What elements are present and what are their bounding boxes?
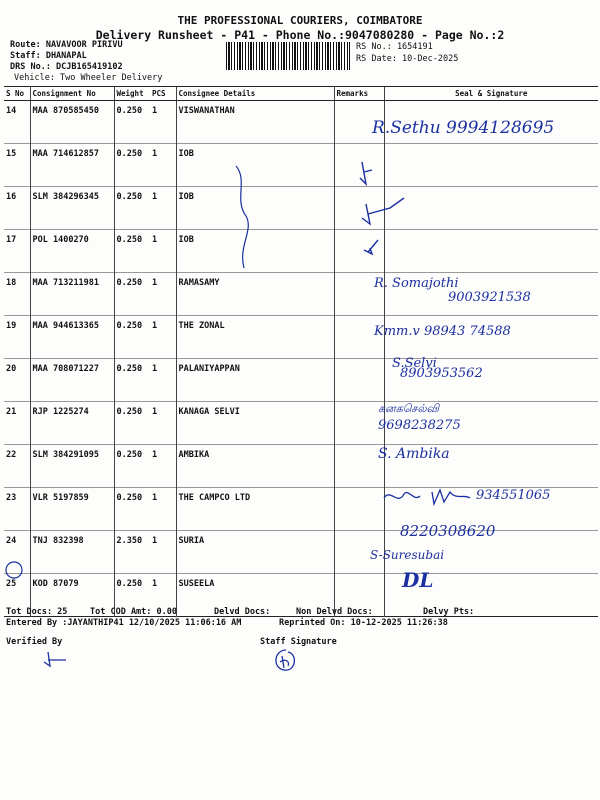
col-pcs: PCS bbox=[150, 87, 176, 101]
handwriting-row-20-name: S.Selvi bbox=[392, 356, 437, 371]
consignee-name: AMBIKA bbox=[176, 445, 334, 488]
weight: 0.250 bbox=[114, 316, 150, 359]
bracket-mark-icon bbox=[226, 160, 266, 280]
handwriting-row-20-phone: 8903953562 bbox=[400, 366, 483, 381]
pieces: 1 bbox=[152, 450, 158, 460]
consignment-number: RJP 1225274 bbox=[30, 402, 114, 445]
consignee-name: SURIA bbox=[176, 531, 334, 574]
handwriting-row-21-name: கனகசெல்வி bbox=[378, 402, 440, 415]
consignment-number: TNJ 832398 bbox=[30, 531, 114, 574]
total-cod-amount: Tot COD Amt: 0.00 bbox=[90, 607, 177, 617]
col-consignment: Consignment No bbox=[30, 87, 114, 101]
consignee-name: IOB bbox=[176, 144, 334, 187]
row-sno: 23 bbox=[6, 493, 17, 503]
row-sno: 19 bbox=[6, 321, 17, 331]
table-row bbox=[4, 230, 598, 273]
pieces: 1 bbox=[152, 235, 158, 245]
consignment-number: SLM 384291095 bbox=[30, 445, 114, 488]
handwriting-row-19: Kmm.v 98943 74588 bbox=[374, 324, 511, 339]
staff-signature-icon bbox=[268, 646, 302, 676]
remarks-cell bbox=[334, 445, 384, 488]
weight: 0.250 bbox=[114, 144, 150, 187]
row-sno: 21 bbox=[6, 407, 17, 417]
consignee-name: THE ZONAL bbox=[176, 316, 334, 359]
consignee-name: KANAGA SELVI bbox=[176, 402, 334, 445]
row-sno: 16 bbox=[6, 192, 17, 202]
handwriting-row-23: 934551065 bbox=[476, 488, 551, 503]
pieces: 1 bbox=[152, 192, 158, 202]
table-row bbox=[4, 187, 598, 230]
seal-cell bbox=[384, 144, 598, 187]
consignee-name: IOB bbox=[176, 230, 334, 273]
consignee-name: RAMASAMY bbox=[176, 273, 334, 316]
pieces: 1 bbox=[152, 579, 158, 589]
total-docs: Tot Docs: 25 bbox=[6, 607, 68, 617]
runsheet-title: Delivery Runsheet - P41 - Phone No.:9047080280 - Page No.:2 bbox=[95, 28, 505, 42]
remarks-cell bbox=[334, 488, 384, 531]
consignee-name: PALANIYAPPAN bbox=[176, 359, 334, 402]
pieces: 1 bbox=[152, 321, 158, 331]
seal-cell bbox=[384, 187, 598, 230]
table-row bbox=[4, 531, 598, 574]
remarks-cell bbox=[334, 359, 384, 402]
consignment-number: MAA 708071227 bbox=[30, 359, 114, 402]
table-row bbox=[4, 402, 598, 445]
handwriting-row-24-name: S-Suresubai bbox=[370, 548, 445, 562]
staff-label: Staff: DHANAPAL bbox=[10, 51, 87, 61]
drs-number: DRS No.: DCJB165419102 bbox=[10, 62, 123, 72]
rs-date: RS Date: 10-Dec-2025 bbox=[356, 54, 459, 64]
row-sno: 22 bbox=[6, 450, 17, 460]
weight: 2.350 bbox=[114, 531, 150, 574]
table-header bbox=[4, 87, 598, 101]
verified-by-label: Verified By bbox=[6, 637, 63, 647]
pieces: 1 bbox=[152, 364, 158, 374]
delivery-points: Delvy Pts: bbox=[423, 607, 475, 617]
pieces: 1 bbox=[152, 407, 158, 417]
initials-mark-icon bbox=[356, 158, 416, 258]
weight: 0.250 bbox=[114, 445, 150, 488]
row-sno: 15 bbox=[6, 149, 17, 159]
weight: 0.250 bbox=[114, 488, 150, 531]
consignment-number: MAA 714612857 bbox=[30, 144, 114, 187]
scribble-signature-icon bbox=[380, 484, 476, 508]
staff-signature-label: Staff Signature bbox=[260, 637, 337, 647]
weight: 0.250 bbox=[114, 101, 150, 144]
table-row bbox=[4, 359, 598, 402]
consignment-number: MAA 713211981 bbox=[30, 273, 114, 316]
col-sno: S No bbox=[4, 87, 30, 101]
consignee-name: THE CAMPCO LTD bbox=[176, 488, 334, 531]
seal-cell bbox=[384, 230, 598, 273]
remarks-cell bbox=[334, 402, 384, 445]
verifier-initial-icon bbox=[42, 650, 72, 670]
pieces: 1 bbox=[152, 106, 158, 116]
weight: 0.250 bbox=[114, 359, 150, 402]
consignment-number: VLR 5197859 bbox=[30, 488, 114, 531]
rs-number: RS No.: 1654191 bbox=[356, 42, 433, 52]
consignee-name: SUSEELA bbox=[176, 574, 334, 617]
pieces: 1 bbox=[152, 536, 158, 546]
weight: 0.250 bbox=[114, 273, 150, 316]
consignment-number: KOD 87079 bbox=[30, 574, 114, 617]
vehicle-label: Vehicle: Two Wheeler Delivery bbox=[14, 73, 163, 83]
col-seal: Seal & Signature bbox=[384, 87, 598, 101]
delivered-docs: Delvd Docs: bbox=[214, 607, 271, 617]
row-sno: 14 bbox=[6, 106, 17, 116]
weight: 0.250 bbox=[114, 230, 150, 273]
pieces: 1 bbox=[152, 493, 158, 503]
weight: 0.250 bbox=[114, 402, 150, 445]
pieces: 1 bbox=[152, 149, 158, 159]
row-sno: 24 bbox=[6, 536, 17, 546]
reprinted-on: Reprinted On: 10-12-2025 11:26:38 bbox=[279, 618, 448, 628]
row-sno: 17 bbox=[6, 235, 17, 245]
weight: 0.250 bbox=[114, 187, 150, 230]
weight: 0.250 bbox=[114, 574, 150, 617]
handwriting-row-18-name: R. Somajothi bbox=[374, 276, 459, 291]
consignment-number: SLM 384296345 bbox=[30, 187, 114, 230]
handwriting-row-22: S. Ambika bbox=[378, 446, 450, 462]
non-delivered-docs: Non Delvd Docs: bbox=[296, 607, 373, 617]
handwriting-row-18-phone: 9003921538 bbox=[448, 290, 531, 305]
consignment-number: MAA 870585450 bbox=[30, 101, 114, 144]
consignee-name: VISWANATHAN bbox=[176, 101, 334, 144]
table-row bbox=[4, 144, 598, 187]
handwriting-row-21-phone: 9698238275 bbox=[378, 418, 461, 433]
handwriting-row-14: R.Sethu 9994128695 bbox=[372, 118, 555, 138]
circled-row-mark-icon bbox=[4, 560, 24, 580]
col-remarks: Remarks bbox=[334, 87, 384, 101]
route-label: Route: NAVAVOOR PIRIVU bbox=[10, 40, 123, 50]
handwriting-row-25: DL bbox=[402, 568, 434, 592]
col-weight: Weight bbox=[114, 87, 150, 101]
handwriting-row-24: 8220308620 bbox=[400, 522, 496, 540]
consignment-number: MAA 944613365 bbox=[30, 316, 114, 359]
row-sno: 25 bbox=[6, 579, 17, 589]
barcode bbox=[226, 42, 350, 70]
runsheet-table bbox=[4, 86, 598, 617]
consignment-number: POL 1400270 bbox=[30, 230, 114, 273]
row-sno: 20 bbox=[6, 364, 17, 374]
consignee-name: IOB bbox=[176, 187, 334, 230]
row-sno: 18 bbox=[6, 278, 17, 288]
col-consignee: Consignee Details bbox=[176, 87, 334, 101]
company-name: THE PROFESSIONAL COURIERS, COIMBATORE bbox=[177, 14, 423, 27]
entered-by: Entered By :JAYANTHIP41 12/10/2025 11:06:16 AM bbox=[6, 618, 242, 628]
table-row bbox=[4, 445, 598, 488]
pieces: 1 bbox=[152, 278, 158, 288]
